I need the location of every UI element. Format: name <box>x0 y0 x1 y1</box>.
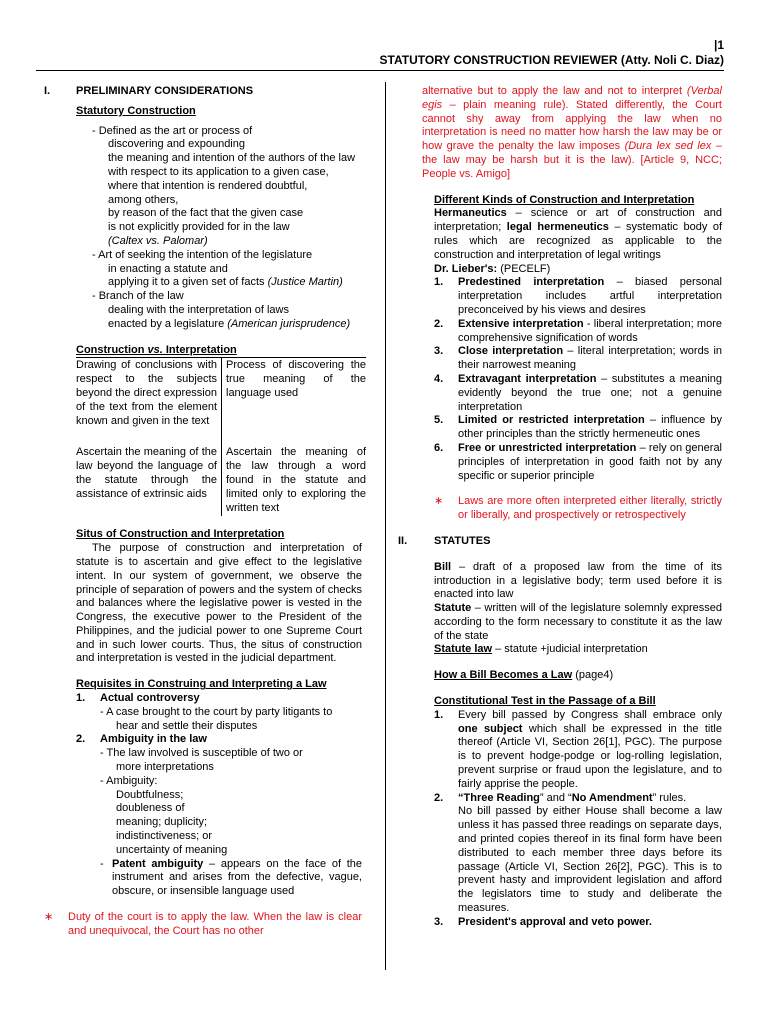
red-note: ∗ Duty of the court is to apply the law. When the law is clear and unequivocal, the Court has no other <box>44 911 362 937</box>
table-cell: Drawing of conclusions with respect to the subjects beyond the direct expression of the text from the element known and given in the text <box>76 359 217 427</box>
column-divider <box>385 82 386 970</box>
patent-ambiguity: - Patent ambiguity – appears on the face of the instrument and arises from the defective, vague, obscure, or insensible language used <box>100 857 363 898</box>
statutes-body <box>398 555 722 930</box>
hermeneutics-definition: Hermaneutics – science or art of construction and interpretation; legal hermeneutics – systematic body of rules which are recognized as applicable to the construction and interpretation of legal writings <box>434 207 723 261</box>
section-title: PRELIMINARY CONSIDERATIONS <box>76 85 254 97</box>
asterisk-icon: ∗ <box>434 495 444 508</box>
kinds-section <box>398 194 722 523</box>
document-title: STATUTORY CONSTRUCTION REVIEWER (Atty. Noli C. Diaz) <box>379 53 724 67</box>
red-note: ∗ Laws are more often interpreted either literally, strictly or liberally, and prospectively or retrospectively <box>434 495 722 522</box>
section-heading-preliminary <box>44 85 362 99</box>
definition-1: - Defined as the art or process of discovering and expounding the meaning and intention of the authors of the law with respect to its application to a given case, where that intention is rendered doubtful, among others, by reason of the fact that the given case is not explicitly provided for in the law (Caltex vs. Palomar) <box>76 125 362 249</box>
situs-paragraph: The purpose of construction and interpretation of statute is to ascertain and give effect to the legislative intent. In our system of government, we observe the principle of separation of powers and the system of checks and balances where the legislative power is vested in the Congress, the executive power to the President of the Philippines, and the judicial power to one Supreme Court and in such lower courts. Thus, the situs of construction and interpretation is vested in the judicial department. <box>76 542 362 665</box>
lieber-line: Dr. Lieber's: (PECELF) <box>434 262 551 275</box>
page-number: |1 <box>713 38 724 52</box>
how-bill-becomes-law: How a Bill Becomes a Law (page4) <box>434 669 614 682</box>
list-item: 3. President's approval and veto power. <box>434 915 652 928</box>
list-item: 6. Free or unrestricted interpretation – rely on general principles of interpretation in good faith not by any specific or superior principle <box>434 441 722 482</box>
list-item: 2. Extensive interpretation - liberal interpretation; more comprehensive signification of words <box>434 317 722 344</box>
table-cell: Ascertain the meaning of the law beyond the language of the statute through the assistance of extrinsic aids <box>76 446 217 500</box>
section-title: STATUTES <box>434 534 491 547</box>
subheading-statutory-construction: Statutory Construction <box>76 104 196 117</box>
header-rule <box>36 70 724 71</box>
section-number: I. <box>44 85 51 97</box>
subheading-kinds: Different Kinds of Construction and Interpretation <box>434 193 695 206</box>
asterisk-icon: ∗ <box>44 911 54 924</box>
citation: (Justice Martin) <box>267 276 343 289</box>
statute-law-definition: Statute law – statute +judicial interpretation <box>434 643 648 656</box>
subheading-construction-vs-interpretation: Construction vs. Interpretation <box>76 343 237 356</box>
subheading-constitutional-test: Constitutional Test in the Passage of a Bill <box>434 695 656 708</box>
table-cell: Ascertain the meaning of the law through a word found in the statute and limited only to exploring the written text <box>221 445 366 516</box>
left-column <box>44 85 366 939</box>
list-item: 3. Close interpretation – literal interpretation; words in their narrowest meaning <box>434 345 723 372</box>
citation: (American jurisprudence) <box>227 317 351 330</box>
subheading-situs: Situs of Construction and Interpretation <box>76 528 285 541</box>
list-item: 5. Limited or restricted interpretation – influence by other principles than the strictly hermeneutic ones <box>434 414 722 441</box>
list-item: 4. Extravagant interpretation – substitutes a meaning evidently beyond the true one; not a genuine interpretation <box>434 372 723 413</box>
table-cell: Process of discovering the true meaning of the language used <box>221 358 366 429</box>
citation: (Caltex vs. Palomar) <box>108 234 208 247</box>
preliminary-body: Statutory Construction - Defined as the art or process of discovering and expounding the meaning and intention of the authors of the law with respect to its application to a given case, where that intention is rendered doubtful, among others, by reason of the fact that the given case is not explicitly provided for in the law (Caltex vs. Palomar) - Art of seeking the intention of the legislature in enacting a statute and applying it to a given set of facts (Justice Martin) - Branch of the law dealing with the interpretation of laws enacted by a legislature (American jurisprudence) Construction vs. Interpretation Drawing of conclusions with respect to the subjects beyond the direct expression of the text from the element known and given in the text Process of discovering the true meaning of the language used Ascertain the meaning of the law beyond the language of the statute through the assistance of extrinsic aids Ascertain the meaning of the law through a word found in the statute and limited only to exploring the written text Situs of Construction and Interpretation The purpose of construction and interpretation of statute is to ascertain and give effect to the legislative intent. In our system of government, we observe the principle of separation of powers and the system of checks and balances where the legislative power is vested in the Congress, the executive power to the President of the Philippines, and the judicial power to one Supreme Court and in such lower courts. Thus, the situs of construction and interpretation is vested in the judicial department. Requisites in Construing and Interpreting a Law 1. Actual controversy - A case brought to the court by party litigants to hear and settle their disputes 2. Ambiguity in the law - The law involved is susceptible of two or more interpretations - Ambiguity: Doubtfulness; doubleness of meaning; duplicity; indistinctiveness; or uncertainty of meaning - Patent ambiguity – appears on the face of the instrument and arises from the defective, vague, obscure, or insensible language used <box>76 104 366 898</box>
list-item: 1. Every bill passed by Congress shall embrace only one subject which shall be expressed in the title thereof (Article VI, Section 26[1], PGC). The purpose is to prevent hodge-podge or log-rolling legislation, prevent surprise or fraud upon the legislature, and to fairly apprise the people. <box>434 708 722 790</box>
definition-2: - Art of seeking the intention of the legislature in enacting a statute and applying it to a given set of facts (Justice Martin) <box>92 248 343 289</box>
section-number: II. <box>398 534 408 547</box>
red-note-continued: alternative but to apply the law and not to interpret (Verbal egis – plain meaning rule). Stated differently, the Court cannot shy away from applying the law when no interpretation is need no matter how harsh the law may be or how grave the penalty the law imposes (Dura lex sed lex – the law may be harsh but it is the law). [Article 9, NCC; People vs. Amigo] <box>422 85 722 180</box>
list-item: 1. Predestined interpretation – biased personal interpretation includes artful interpretation preconceived by his views and desires <box>434 276 722 316</box>
definition-3: - Branch of the law dealing with the interpretation of laws enacted by a legislature (American jurisprudence) <box>92 290 351 330</box>
right-column <box>398 85 722 930</box>
comparison-table <box>76 357 366 516</box>
list-item: 2. “Three Reading” and “No Amendment” rules. No bill passed by either House shall become a law unless it has passed three readings on separate days, and printed copies thereof in its final form have been distributed to each member three days before its passage (Article VI, Section 26[2], PGC). This is to prevent hasty and improvident legislation and afford the legislators time to study and deliberate the measures. <box>434 791 722 915</box>
section-heading-statutes <box>398 535 722 549</box>
bill-definition: Bill – draft of a proposed law from the time of its introduction in a legislative body; term used before it is enacted into law <box>434 560 722 601</box>
list-item: 2. Ambiguity in the law <box>76 733 207 746</box>
list-item: 1. Actual controversy <box>76 692 200 705</box>
subheading-requisites: Requisites in Construing and Interpreting a Law <box>76 678 327 691</box>
statute-definition: Statute – written will of the legislature solemnly expressed according to the form necessary to constitute it as the law of the state <box>434 602 722 642</box>
